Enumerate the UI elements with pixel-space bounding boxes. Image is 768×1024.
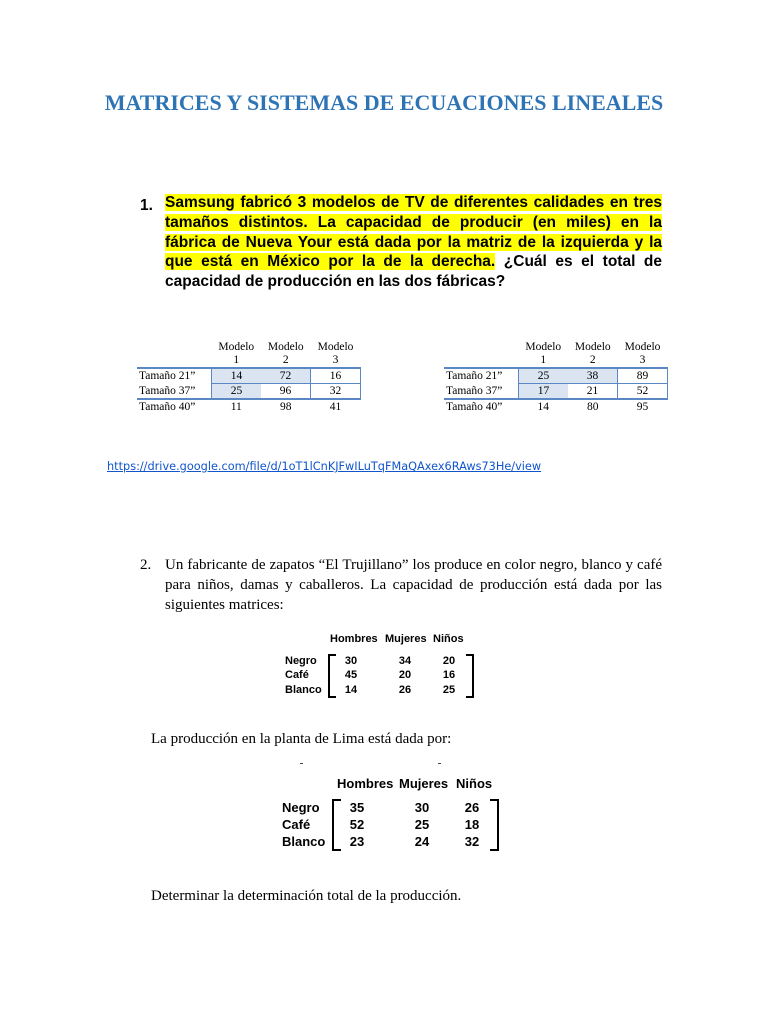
matrix-cell: 24: [414, 834, 430, 849]
column-header: Modelo: [267, 341, 304, 353]
matrix-cell: 26: [398, 684, 412, 696]
table-cell: 96: [261, 384, 311, 400]
table-cell: 21: [568, 384, 618, 400]
table-cell: 52: [618, 384, 668, 400]
row-label: Café: [282, 817, 311, 832]
scan-mark: [300, 763, 303, 764]
question-number: 2.: [140, 557, 152, 573]
matrix-cell: 23: [349, 834, 365, 849]
question-1: [140, 193, 662, 292]
matrix-cell: 18: [464, 817, 480, 832]
table-mexico: [444, 341, 668, 414]
question-number: 1.: [140, 197, 153, 214]
matrix-cell: 52: [349, 817, 365, 832]
table-cell: 89: [618, 368, 668, 384]
column-number: 2: [589, 354, 596, 366]
left-bracket: [328, 654, 336, 698]
table-cell: 25: [212, 384, 262, 400]
row-label: Tamaño 21”: [444, 368, 519, 384]
row-label: Negro: [282, 800, 320, 815]
table-cell: 95: [636, 401, 649, 413]
row-label: Tamaño 37”: [137, 384, 212, 400]
column-header: Mujeres: [399, 776, 449, 791]
row-label: Blanco: [282, 834, 326, 849]
matrix-cell: 20: [398, 669, 412, 681]
lima-text: La producción en la planta de Lima está dada por:: [151, 731, 452, 747]
document-title: MATRICES Y SISTEMAS DE ECUACIONES LINEALES: [104, 90, 664, 115]
table-cell: 32: [311, 384, 361, 400]
question-2-text: Un fabricante de zapatos “El Trujillano” los produce en color negro, blanco y café para niños, damas y caballeros. La capacidad de producción está dada por las siguientes matrices:: [165, 557, 662, 613]
row-label: Tamaño 40”: [446, 401, 503, 413]
question-1-ask: ¿Cuál es el total de capacidad de producción en las dos fábricas?: [165, 253, 663, 291]
question-1-text: [165, 193, 662, 292]
table-row: [137, 368, 361, 384]
table-nueva-york: [137, 341, 361, 414]
row-label: Tamaño 40”: [139, 401, 196, 413]
table-row: [444, 368, 668, 384]
column-header: Niños: [456, 776, 493, 791]
table-cell: 72: [261, 368, 311, 384]
table-cell: 14: [212, 368, 262, 384]
matrix-cell: 20: [442, 655, 456, 667]
drive-link[interactable]: https://drive.google.com/file/d/1oT1lCnKJFwILuTqFMaQAxex6RAws73He/view: [107, 460, 542, 473]
row-label: Negro: [285, 655, 317, 667]
left-bracket: [332, 799, 341, 851]
column-header: Niños: [433, 633, 464, 645]
right-bracket: [466, 654, 474, 698]
matrix-cell: 30: [414, 800, 430, 815]
scan-mark: [438, 763, 441, 764]
column-header: Modelo: [525, 341, 562, 353]
matrix-cell: 45: [344, 669, 358, 681]
column-header: Mujeres: [385, 633, 427, 645]
table-cell: 17: [519, 384, 569, 400]
column-number: 2: [282, 354, 289, 366]
column-header: Hombres: [330, 633, 378, 645]
matrix-cell: 34: [398, 655, 412, 667]
closing-instruction: Determinar la determinación total de la producción.: [151, 888, 462, 904]
column-number: 1: [233, 354, 240, 366]
table-cell: 25: [519, 368, 569, 384]
column-header: Modelo: [574, 341, 611, 353]
highlighted-text: Samsung fabricó 3 modelos de TV de diferentes calidades en tres tamaños distintos. La capacidad de producir (en miles) en la fábrica de Nueva Your está dada por la matriz de la izquierda y la que está en México por la de la derecha.: [165, 194, 662, 271]
matrix-cell: 25: [442, 684, 456, 696]
row-label: Tamaño 21”: [137, 368, 212, 384]
column-number: 3: [639, 354, 646, 366]
table-cell: 14: [537, 401, 549, 413]
matrix-cell: 30: [344, 655, 358, 667]
column-number: 1: [540, 354, 547, 366]
matrix-cell: 25: [414, 817, 430, 832]
table-cell: 80: [587, 401, 599, 413]
matrix-cell: 26: [464, 800, 480, 815]
table-cell: 38: [568, 368, 618, 384]
table-row: [444, 384, 668, 400]
table-cell: 11: [230, 401, 242, 413]
row-label: Tamaño 37”: [444, 384, 519, 400]
table-cell: 98: [280, 401, 292, 413]
column-header: Modelo: [218, 341, 255, 353]
table-row: [137, 399, 361, 414]
matrix-cell: 16: [442, 669, 456, 681]
matrix-production-1: [285, 630, 495, 700]
table-cell: 41: [329, 401, 342, 413]
right-bracket: [490, 799, 499, 851]
matrix-cell: 32: [464, 834, 480, 849]
matrix-production-lima: [282, 774, 512, 854]
column-header: Modelo: [624, 341, 661, 353]
column-header: Modelo: [317, 341, 354, 353]
column-header: Hombres: [337, 776, 394, 791]
row-label: Café: [285, 669, 309, 681]
table-cell: 16: [311, 368, 361, 384]
matrix-cell: 14: [344, 684, 358, 696]
table-row: [444, 399, 668, 414]
question-2: [140, 556, 662, 615]
column-number: 3: [332, 354, 339, 366]
row-label: Blanco: [285, 684, 322, 696]
table-row: [137, 384, 361, 400]
matrix-cell: 35: [349, 800, 365, 815]
